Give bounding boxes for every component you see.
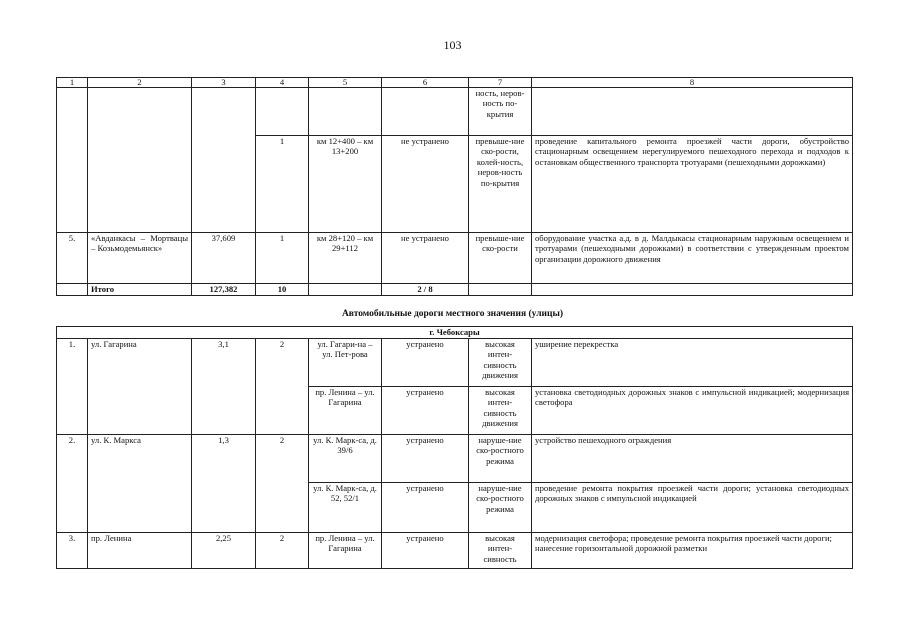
status-cell: не устранено [382, 136, 469, 233]
column-number: 8 [532, 78, 853, 88]
problem-cell: наруше-ние ско-ростного режима [469, 483, 532, 533]
total-label: Итого [88, 284, 192, 296]
column-number: 3 [192, 78, 256, 88]
total-status: 2 / 8 [382, 284, 469, 296]
measures-cell: проведение ремонта покрытия проезжей части дороги; установка светодиодных дорожных знаков с импульсной индикацией [532, 483, 853, 533]
city-heading: г. Чебоксары [57, 327, 853, 339]
lane-count-cell: 1 [256, 136, 309, 233]
lane-count-cell: 1 [256, 233, 309, 284]
status-cell: устранено [382, 387, 469, 435]
page-number: 103 [443, 38, 462, 52]
streets-table [56, 326, 853, 569]
table-row [57, 88, 853, 136]
location-cell: ул. К. Марк-са, д. 39/6 [309, 435, 382, 483]
location-cell: ул. К. Марк-са, д. 52, 52/1 [309, 483, 382, 533]
location-cell: ул. Гагари-на – ул. Пет-рова [309, 339, 382, 387]
measures-cell: установка светодиодных дорожных знаков с импульсной индикацией; модернизация светофора [532, 387, 853, 435]
row-number-cell: 5. [57, 233, 88, 284]
row-number-cell: 1. [57, 339, 88, 435]
lane-count-cell: 2 [256, 533, 309, 569]
length-cell: 2,25 [192, 533, 256, 569]
measures-cell: уширение перекрестка [532, 339, 853, 387]
status-cell: устранено [382, 435, 469, 483]
problem-cell: превыше-ние ско-рости [469, 233, 532, 284]
location-cell: пр. Ленина – ул. Гагарина [309, 387, 382, 435]
status-cell: устранено [382, 339, 469, 387]
measures-cell: оборудование участка а.д. в д. Малдыкасы стационарным наружным освещением и тротуарами (пешеходными дорожками) в соответствии с утвержденным проектом организации дорожного движения [532, 233, 853, 284]
column-number: 5 [309, 78, 382, 88]
length-cell: 3,1 [192, 339, 256, 435]
road-name-cell: ул. К. Маркса [88, 435, 192, 533]
road-name-cell: пр. Ленина [88, 533, 192, 569]
column-number: 6 [382, 78, 469, 88]
problem-cell: высокая интен-сивность движения [469, 387, 532, 435]
total-lanes: 10 [256, 284, 309, 296]
problem-cell: высокая интен-сивность [469, 533, 532, 569]
location-cell: пр. Ленина – ул. Гагарина [309, 533, 382, 569]
total-row [57, 284, 853, 296]
city-row [57, 327, 853, 339]
location-cell: км 28+120 – км 29+112 [309, 233, 382, 284]
table-row [57, 339, 853, 387]
lane-count-cell: 2 [256, 339, 309, 435]
problem-cell: ность, неров-ность по-крытия [469, 88, 532, 136]
road-name-cell: ул. Гагарина [88, 339, 192, 435]
row-number-cell: 2. [57, 435, 88, 533]
table-row [57, 435, 853, 483]
column-number: 4 [256, 78, 309, 88]
problem-cell: наруше-ние ско-ростного режима [469, 435, 532, 483]
length-cell: 37,609 [192, 233, 256, 284]
status-cell: не устранено [382, 233, 469, 284]
table-row [57, 533, 853, 569]
status-cell: устранено [382, 533, 469, 569]
table-row [57, 233, 853, 284]
roads-table [56, 77, 853, 296]
row-number-cell: 3. [57, 533, 88, 569]
length-cell: 1,3 [192, 435, 256, 533]
measures-cell: устройство пешеходного ограждения [532, 435, 853, 483]
column-number: 1 [57, 78, 88, 88]
lane-count-cell: 2 [256, 435, 309, 533]
measures-cell: модернизация светофора; проведение ремонта покрытия проезжей части дороги; нанесение горизонтальной дорожной разметки [532, 533, 853, 569]
location-cell: км 12+400 – км 13+200 [309, 136, 382, 233]
measures-cell: проведение капитального ремонта проезжей части дороги, обустройство стационарным освещением нерегулируемого пешеходного перехода и подходов к остановкам общественного транспорта тротуарами (пешеходными дорожками) [532, 136, 853, 233]
total-length: 127,382 [192, 284, 256, 296]
section-title: Автомобильные дороги местного значения (улицы) [341, 309, 564, 319]
status-cell: устранено [382, 483, 469, 533]
problem-cell: высокая интен-сивность движения [469, 339, 532, 387]
problem-cell: превыше-ние ско-рости, колей-ность, неров-ность по-крытия [469, 136, 532, 233]
column-number: 2 [88, 78, 192, 88]
table-header-row [57, 78, 853, 88]
column-number: 7 [469, 78, 532, 88]
road-name-cell: «Авданкасы – Мортвацы – Козьмодемьянск» [88, 233, 192, 284]
